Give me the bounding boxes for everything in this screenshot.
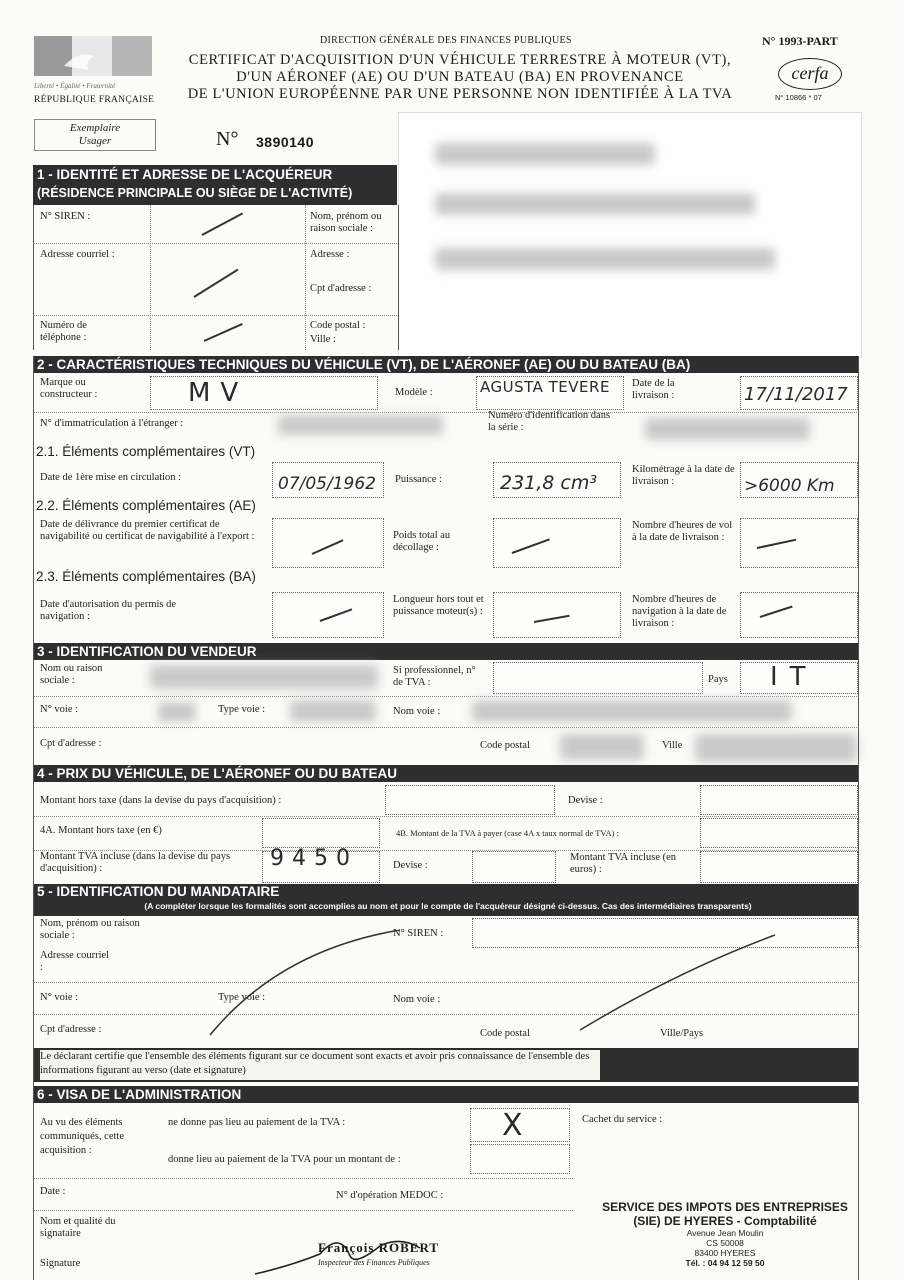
title-line-2: D'UN AÉRONEF (AE) OU D'UN BATEAU (BA) EN PROVENANCE bbox=[236, 69, 684, 85]
s4-ht-label: Montant hors taxe (dans la devise du pays d'acquisition) : bbox=[40, 795, 282, 806]
signer-title: Inspecteur des Finances Publiques bbox=[318, 1258, 430, 1267]
blurred-text bbox=[472, 700, 792, 722]
s4-tva-eur-field bbox=[700, 851, 858, 883]
s4-tva-eur-label: Montant TVA incluse (en euros) : bbox=[570, 852, 677, 875]
s4-tva-payer-label: 4B. Montant de la TVA à payer (case 4A x taux normal de TVA) : bbox=[396, 828, 619, 838]
s6-donne-label: donne lieu au paiement de la TVA pour un montant de : bbox=[168, 1154, 401, 1165]
stamp-line-4: CS 50008 bbox=[706, 1238, 744, 1248]
s3-sipro-label: Si professionnel, n° de TVA : bbox=[393, 665, 476, 688]
s2-longueur-label: Longueur hors tout et puissance moteur(s) : bbox=[393, 594, 484, 617]
service-stamp bbox=[580, 1200, 870, 1268]
s2-immat-label: N° d'immatriculation à l'étranger : bbox=[40, 418, 184, 429]
s5-cpt-label: Cpt d'adresse : bbox=[40, 1024, 102, 1035]
signer-stamp: François ROBERT bbox=[318, 1240, 440, 1255]
s4-devise-label: Devise : bbox=[568, 795, 603, 806]
s4-tva-incl-label: Montant TVA incluse (dans la devise du pays d'acquisition) : bbox=[40, 851, 231, 874]
s1-courriel-label: Adresse courriel : bbox=[40, 249, 115, 260]
s2-numident-label: Numéro d'identification dans la série : bbox=[488, 410, 611, 433]
s2-sub3: 2.3. Éléments complémentaires (BA) bbox=[36, 569, 256, 584]
section-2-title: 2 - CARACTÉRISTIQUES TECHNIQUES DU VÉHICULE (VT), DE L'AÉRONEF (AE) OU DU BATEAU (BA) bbox=[33, 356, 859, 373]
blurred-text bbox=[695, 734, 857, 762]
s5-cp-label: Code postal bbox=[480, 1028, 530, 1039]
s2-date-circ-label: Date de 1ère mise en circulation : bbox=[40, 472, 182, 483]
cerfa-text: cerfa bbox=[791, 63, 829, 83]
title-line-3: DE L'UNION EUROPÉENNE PAR UNE PERSONNE NON IDENTIFIÉE À LA TVA bbox=[187, 86, 733, 102]
s6-cachet-label: Cachet du service : bbox=[582, 1114, 663, 1125]
blurred-text bbox=[435, 193, 755, 215]
section-1-title bbox=[33, 165, 397, 205]
s2-poids-label: Poids total au décollage : bbox=[393, 530, 451, 553]
marianne-icon bbox=[34, 36, 154, 80]
republic: RÉPUBLIQUE FRANÇAISE bbox=[34, 95, 155, 105]
s5-villepays-label: Ville/Pays bbox=[660, 1028, 704, 1039]
blurred-text bbox=[278, 415, 443, 435]
doc-number: 3890140 bbox=[256, 134, 315, 150]
s3-pays-value: IT bbox=[770, 662, 818, 692]
section-6-title: 6 - VISA DE L'ADMINISTRATION bbox=[33, 1086, 859, 1103]
s2-date-circ-value: 07/05/1962 bbox=[278, 474, 376, 494]
s4-ht-eur-label: 4A. Montant hors taxe (en €) bbox=[40, 825, 162, 836]
doc-number-label: N° bbox=[216, 128, 239, 150]
s3-cpt-label: Cpt d'adresse : bbox=[40, 738, 102, 749]
s5-nomvoie-label: Nom voie : bbox=[393, 994, 441, 1005]
s5-nvoie-label: N° voie : bbox=[40, 992, 79, 1003]
s6-signature-label: Signature bbox=[40, 1258, 81, 1269]
blurred-text bbox=[435, 143, 655, 165]
s1-ville-label: Ville : bbox=[310, 334, 336, 345]
s5-siren-label: N° SIREN : bbox=[393, 928, 444, 939]
s2-puissance-label: Puissance : bbox=[395, 474, 442, 485]
s1-nom-label: Nom, prénom ou raison sociale : bbox=[310, 211, 382, 234]
s6-nom-qualite-label: Nom et qualité du signataire bbox=[40, 1216, 116, 1239]
s3-tva-field bbox=[493, 662, 703, 694]
s2-sub2: 2.2. Éléments complémentaires (AE) bbox=[36, 498, 256, 513]
s2-sub1: 2.1. Éléments complémentaires (VT) bbox=[36, 444, 256, 459]
s2-heures-vol-field bbox=[740, 518, 858, 568]
s2-km-label: Kilométrage à la date de livraison : bbox=[632, 464, 735, 487]
s2-heures-nav-label: Nombre d'heures de navigation à la date de livraison : bbox=[632, 594, 727, 629]
s5-typevoie-label: Type voie : bbox=[218, 992, 266, 1003]
s2-poids-field bbox=[493, 518, 621, 568]
s2-date-autor-label: Date d'autorisation du permis de navigation : bbox=[40, 599, 177, 622]
s1-tel-label: Numéro de téléphone : bbox=[40, 320, 87, 343]
s2-date-liv-label: Date de la livraison : bbox=[632, 378, 675, 401]
copy-box bbox=[34, 119, 156, 151]
direction: DIRECTION GÉNÉRALE DES FINANCES PUBLIQUES bbox=[320, 35, 572, 46]
s2-date-deliv-label: Date de délivrance du premier certificat de navigabilité ou certificat de navigabilité à l'export : bbox=[40, 519, 255, 542]
s2-modele-value: AGUSTA TEVERE bbox=[480, 378, 610, 396]
s2-marque-value: MV bbox=[188, 378, 249, 408]
s2-date-autor-field bbox=[272, 592, 384, 638]
stamp-line-2: (SIE) DE HYERES - Comptabilité bbox=[633, 1214, 817, 1228]
s2-puissance-value: 231,8 cm³ bbox=[500, 472, 598, 494]
s2-date-liv-value: 17/11/2017 bbox=[744, 384, 848, 405]
blurred-text bbox=[290, 700, 376, 722]
s2-modele-label: Modèle : bbox=[395, 387, 433, 398]
marianne-logo bbox=[34, 36, 154, 80]
s1-title-2: (RÉSIDENCE PRINCIPALE OU SIÈGE DE L'ACTIVITÉ) bbox=[37, 186, 353, 200]
s4-ht-eur-field bbox=[262, 818, 380, 848]
s2-longueur-field bbox=[493, 592, 621, 638]
s3-nvoie-label: N° voie : bbox=[40, 704, 79, 715]
copy-line-1: Exemplaire bbox=[69, 122, 121, 134]
copy-line-2: Usager bbox=[78, 135, 112, 147]
blurred-text bbox=[435, 248, 775, 270]
s1-adresse-label: Adresse : bbox=[310, 249, 350, 260]
s4-tva-payer-field bbox=[700, 818, 858, 848]
blurred-text bbox=[560, 734, 644, 760]
s5-note: (A compléter lorsque les formalités sont accomplies au nom et pour le compte de l'acquéreur désigné ci-dessus. Cas des intermédiaires transparents) bbox=[144, 901, 752, 911]
cerfa-logo bbox=[778, 58, 842, 90]
s3-nom-label: Nom ou raison sociale : bbox=[40, 663, 103, 686]
s5-title-text: 5 - IDENTIFICATION DU MANDATAIRE bbox=[37, 884, 280, 899]
s1-cpt-label: Cpt d'adresse : bbox=[310, 283, 372, 294]
s3-nomvoie-label: Nom voie : bbox=[393, 706, 441, 717]
recipient-address-box bbox=[398, 112, 862, 358]
cerfa-number: N° 10866 * 07 bbox=[775, 93, 822, 102]
s2-km-value: >6000 Km bbox=[744, 476, 835, 496]
s6-nedonne-label: ne donne pas lieu au paiement de la TVA : bbox=[168, 1117, 346, 1128]
stamp-line-1: SERVICE DES IMPOTS DES ENTREPRISES bbox=[602, 1200, 848, 1214]
strike-lines bbox=[200, 930, 800, 1040]
form-number: N° 1993-PART bbox=[762, 34, 838, 48]
s6-medoc-label: N° d'opération MEDOC : bbox=[336, 1190, 444, 1201]
s4-tva-incl-value: 9450 bbox=[270, 846, 358, 871]
s2-heures-vol-label: Nombre d'heures de vol à la date de livraison : bbox=[632, 520, 733, 543]
s3-ville-label: Ville bbox=[662, 740, 683, 751]
s2-marque-field bbox=[150, 376, 378, 410]
s3-typevoie-label: Type voie : bbox=[218, 704, 266, 715]
title-line-1: CERTIFICAT D'ACQUISITION D'UN VÉHICULE TERRESTRE À MOTEUR (VT), bbox=[188, 52, 732, 68]
s4-ht-field bbox=[385, 785, 555, 815]
s6-auvu-label: Au vu des éléments communiqués, cette acquisition : bbox=[40, 1117, 124, 1156]
section-4-title: 4 - PRIX DU VÉHICULE, DE L'AÉRONEF OU DU BATEAU bbox=[33, 765, 859, 782]
blurred-text bbox=[645, 418, 810, 440]
s6-donne-field[interactable] bbox=[470, 1144, 570, 1174]
stamp-line-3: Avenue Jean Moulin bbox=[686, 1228, 764, 1238]
s6-check-mark: X bbox=[502, 1108, 523, 1143]
s5-nom-label: Nom, prénom ou raison sociale : bbox=[40, 918, 140, 941]
s2-heures-nav-field bbox=[740, 592, 858, 638]
s5-courriel-label: Adresse courriel : bbox=[40, 950, 110, 973]
section-3-title: 3 - IDENTIFICATION DU VENDEUR bbox=[33, 643, 859, 660]
s4-devise-field bbox=[700, 785, 858, 815]
stamp-line-6: Tél. : 04 94 12 59 50 bbox=[685, 1258, 765, 1268]
s3-cp-label: Code postal bbox=[480, 740, 530, 751]
signature-scribble bbox=[250, 1226, 450, 1280]
s1-cp-label: Code postal : bbox=[310, 320, 366, 331]
stamp-line-5: 83400 HYERES bbox=[694, 1248, 756, 1258]
s2-date-deliv-field bbox=[272, 518, 384, 568]
s1-title-1: 1 - IDENTITÉ ET ADRESSE DE L'ACQUÉREUR bbox=[37, 167, 333, 182]
s2-marque-label: Marque ou constructeur : bbox=[40, 377, 98, 400]
section-5-title bbox=[33, 884, 859, 916]
s4-devise2-label: Devise : bbox=[393, 860, 428, 871]
motto: Liberté • Égalité • Fraternité bbox=[34, 82, 116, 90]
s1-siren-label: N° SIREN : bbox=[40, 211, 91, 222]
form-title bbox=[160, 52, 760, 103]
s4-devise2-field bbox=[472, 851, 556, 883]
blurred-text bbox=[150, 665, 378, 689]
s6-date-label: Date : bbox=[40, 1186, 66, 1197]
blurred-text bbox=[158, 702, 196, 722]
s5-declaration-text: Le déclarant certifie que l'ensemble des éléments figurant sur ce document sont exacts et avoir pris connaissance de l'ensemble des informations figurant au verso (date et signature) bbox=[40, 1050, 600, 1080]
s3-pays-label: Pays bbox=[708, 674, 728, 685]
